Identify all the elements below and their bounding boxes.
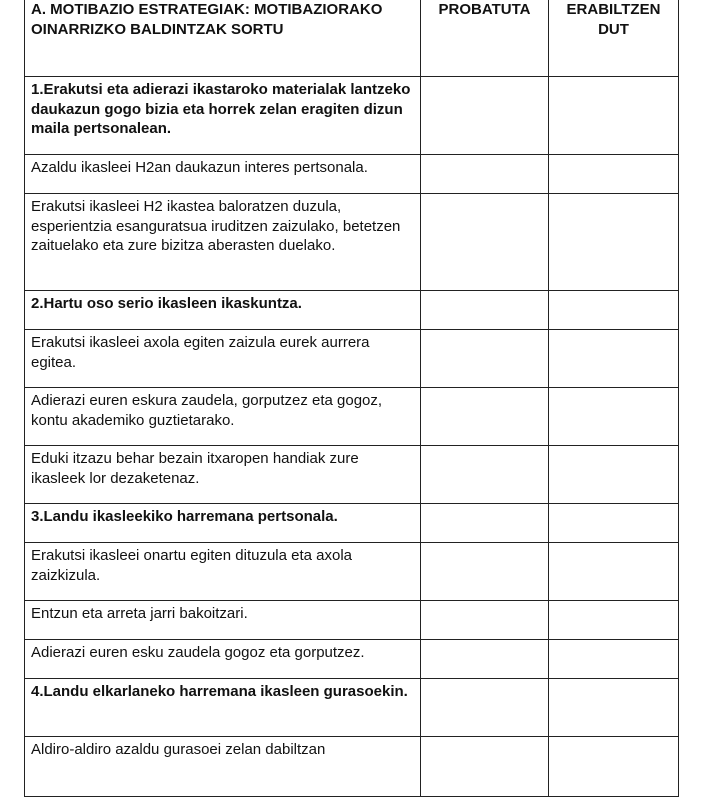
strategy-row (25, 194, 679, 291)
section-heading-row (25, 679, 679, 737)
strategy-text: Adierazi euren esku zaudela gogoz eta gorputzez. (25, 640, 421, 679)
strategy-row (25, 330, 679, 388)
section-heading-row (25, 77, 679, 155)
strategy-text: Entzun eta arreta jarri bakoitzari. (25, 601, 421, 640)
strategy-text: Erakutsi ikasleei H2 ikastea baloratzen duzula, esperientzia esanguratsua iruditzen zaizulako, betetzen zaituelako eta zure bizitza aberasten duelako. (25, 194, 421, 291)
probatuta-cell[interactable] (421, 330, 549, 388)
erabiltzen-cell[interactable] (549, 446, 679, 504)
section-heading-text: 4.Landu elkarlaneko harremana ikasleen gurasoekin. (25, 679, 421, 737)
column-header-probatuta: PROBATUTA (421, 0, 549, 77)
erabiltzen-cell[interactable] (549, 737, 679, 797)
strategy-row (25, 388, 679, 446)
probatuta-cell[interactable] (421, 504, 549, 543)
erabiltzen-cell[interactable] (549, 330, 679, 388)
column-header-erabiltzen: ERABILTZEN DUT (549, 0, 679, 77)
strategy-text: Erakutsi ikasleei axola egiten zaizula eurek aurrera egitea. (25, 330, 421, 388)
strategy-row (25, 155, 679, 194)
section-heading-row (25, 504, 679, 543)
probatuta-cell[interactable] (421, 737, 549, 797)
probatuta-cell[interactable] (421, 679, 549, 737)
erabiltzen-cell[interactable] (549, 155, 679, 194)
section-heading-text: 1.Erakutsi eta adierazi ikastaroko materialak lantzeko daukazun gogo bizia eta horrek zelan eragiten dizun maila pertsonalean. (25, 77, 421, 155)
strategy-row (25, 601, 679, 640)
probatuta-cell[interactable] (421, 388, 549, 446)
erabiltzen-cell[interactable] (549, 601, 679, 640)
strategy-row (25, 543, 679, 601)
strategy-text: Erakutsi ikasleei onartu egiten dituzula eta axola zaizkizula. (25, 543, 421, 601)
table-header-row (25, 0, 679, 77)
strategy-text: Azaldu ikasleei H2an daukazun interes pertsonala. (25, 155, 421, 194)
strategy-text: Adierazi euren eskura zaudela, gorputzez eta gogoz, kontu akademiko guztietarako. (25, 388, 421, 446)
probatuta-cell[interactable] (421, 194, 549, 291)
probatuta-cell[interactable] (421, 543, 549, 601)
probatuta-cell[interactable] (421, 640, 549, 679)
erabiltzen-cell[interactable] (549, 504, 679, 543)
erabiltzen-cell[interactable] (549, 543, 679, 601)
strategy-row (25, 446, 679, 504)
section-title: A. MOTIBAZIO ESTRATEGIAK: MOTIBAZIORAKO OINARRIZKO BALDINTZAK SORTU (25, 0, 421, 77)
erabiltzen-cell[interactable] (549, 679, 679, 737)
erabiltzen-cell[interactable] (549, 388, 679, 446)
section-heading-text: 3.Landu ikasleekiko harremana pertsonala. (25, 504, 421, 543)
section-heading-text: 2.Hartu oso serio ikasleen ikaskuntza. (25, 291, 421, 330)
section-heading-row (25, 291, 679, 330)
probatuta-cell[interactable] (421, 291, 549, 330)
erabiltzen-cell[interactable] (549, 77, 679, 155)
probatuta-cell[interactable] (421, 155, 549, 194)
erabiltzen-cell[interactable] (549, 194, 679, 291)
probatuta-cell[interactable] (421, 601, 549, 640)
erabiltzen-cell[interactable] (549, 640, 679, 679)
strategy-text: Eduki itzazu behar bezain itxaropen handiak zure ikasleek lor dezaketenaz. (25, 446, 421, 504)
strategy-row (25, 640, 679, 679)
strategy-checklist-table (24, 0, 679, 797)
strategy-text: Aldiro-aldiro azaldu gurasoei zelan dabiltzan (25, 737, 421, 797)
probatuta-cell[interactable] (421, 446, 549, 504)
strategy-row (25, 737, 679, 797)
erabiltzen-cell[interactable] (549, 291, 679, 330)
probatuta-cell[interactable] (421, 77, 549, 155)
